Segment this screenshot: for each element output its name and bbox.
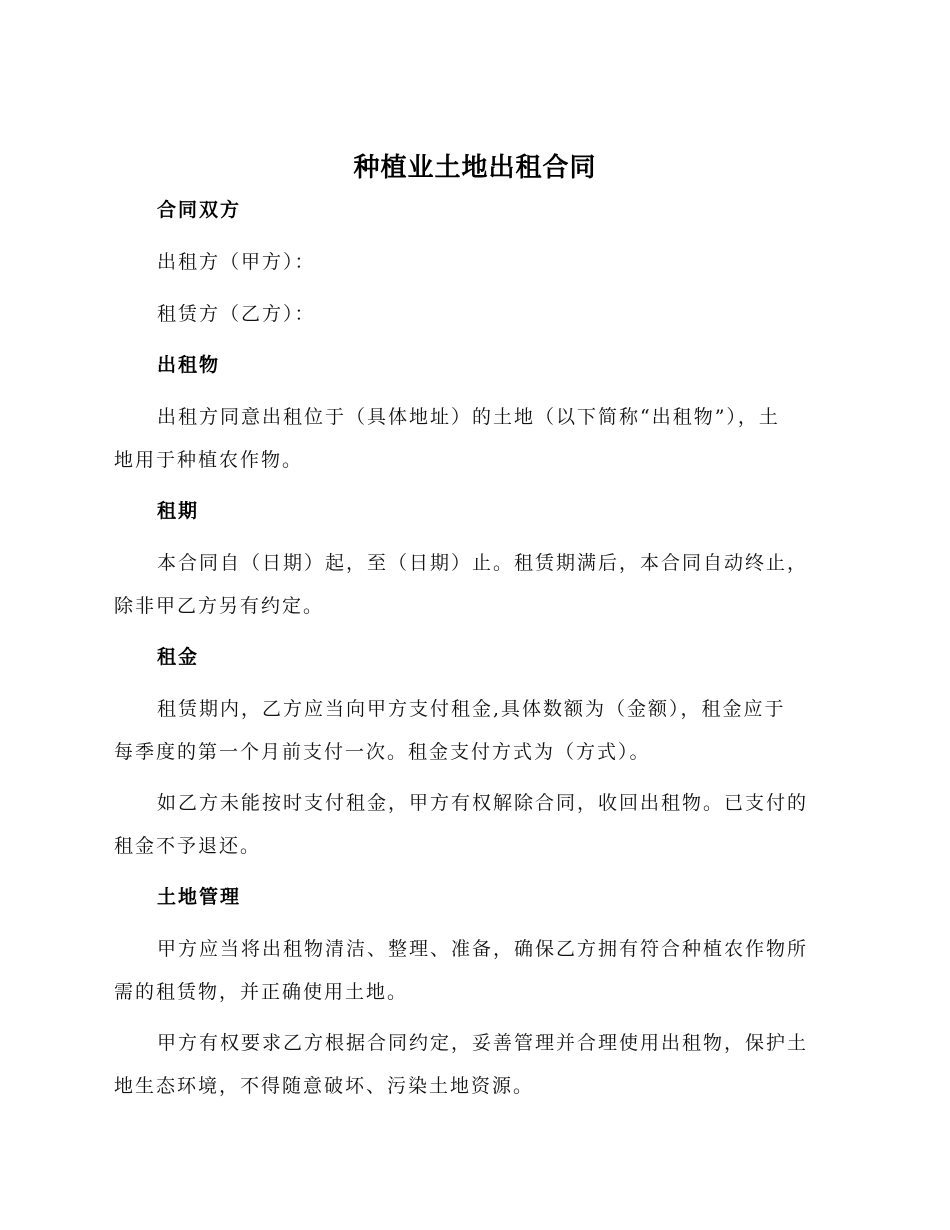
paragraph-line: 租金不予退还。	[114, 835, 262, 857]
paragraph-line: 需的租赁物，并正确使用土地。	[114, 981, 409, 1003]
paragraph-line: 每季度的第一个月前支付一次。租金支付方式为（方式）。	[114, 741, 651, 763]
lessor-line: 出租方（甲方）：	[157, 251, 316, 273]
paragraph-line: 出租方同意出租位于（具体地址）的土地（以下简称“出租物”），土	[157, 406, 780, 428]
section-heading-leased-property: 出租物	[157, 354, 221, 376]
section-heading-parties: 合同双方	[157, 199, 242, 221]
paragraph-line: 甲方有权要求乙方根据合同约定，妥善管理并合理使用出租物，保护土	[157, 1032, 809, 1054]
section-heading-rent: 租金	[157, 646, 200, 668]
paragraph-line: 租赁期内，乙方应当向甲方支付租金,具体数额为（金额），租金应于	[157, 698, 786, 720]
document-title: 种植业土地出租合同	[353, 153, 597, 183]
section-heading-term: 租期	[157, 500, 200, 522]
paragraph-line: 除非甲乙方另有约定。	[114, 595, 325, 617]
paragraph-line: 地生态环境，不得随意破坏、污染土地资源。	[114, 1075, 535, 1097]
section-heading-land-management: 土地管理	[157, 886, 242, 908]
paragraph-line: 甲方应当将出租物清洁、整理、准备，确保乙方拥有符合种植农作物所	[157, 938, 809, 960]
paragraph-line: 如乙方未能按时支付租金，甲方有权解除合同，收回出租物。已支付的	[157, 792, 809, 814]
lessee-line: 租赁方（乙方）：	[157, 303, 316, 325]
paragraph-line: 地用于种植农作物。	[114, 449, 304, 471]
paragraph-line: 本合同自（日期）起，至（日期）止。租赁期满后，本合同自动终止，	[157, 552, 809, 574]
